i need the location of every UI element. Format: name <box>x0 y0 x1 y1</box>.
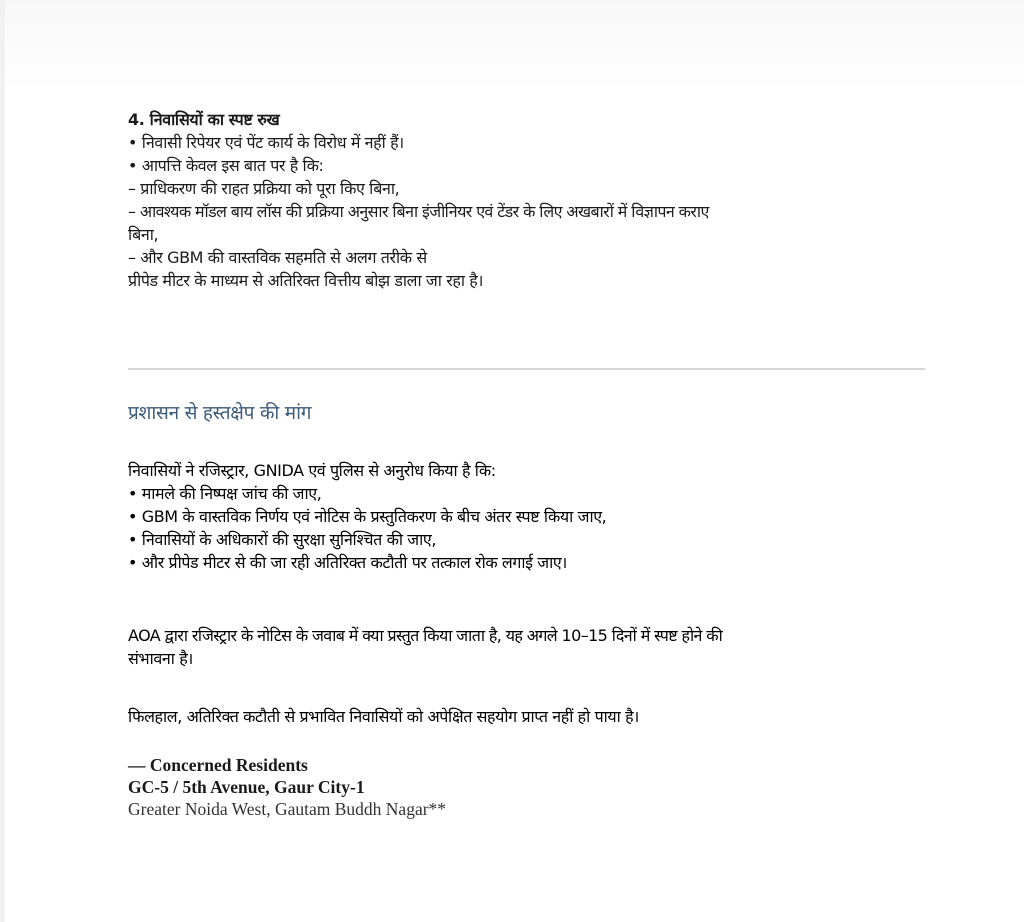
signature-block <box>128 754 446 820</box>
stance-line: – और GBM की वास्तविक सहमति से अलग तरीके से <box>128 248 427 267</box>
horizontal-divider <box>128 368 925 370</box>
aoa-response-paragraph <box>128 624 918 670</box>
left-edge-shadow <box>0 0 5 922</box>
stance-line: • आपत्ति केवल इस बात पर है कि: <box>128 156 324 175</box>
aoa-paragraph-line: संभावना है। <box>128 649 193 668</box>
demand-request-list <box>128 459 928 574</box>
stance-line: • निवासी रिपेयर एवं पेंट कार्य के विरोध में नहीं हैं। <box>128 133 404 152</box>
stance-line: – आवश्यक मॉडल बाय लॉस की प्रक्रिया अनुसार बिना इंजीनियर एवं टेंडर के लिए अखबारों में विज्ञापन कराए <box>128 202 709 221</box>
signature-address: GC-5 / 5th Avenue, Gaur City-1 <box>128 777 365 797</box>
top-fade-area <box>5 0 1024 90</box>
demand-intro: निवासियों ने रजिस्ट्रार, GNIDA एवं पुलिस से अनुरोध किया है कि: <box>128 461 496 480</box>
signature-location: Greater Noida West, Gautam Buddh Nagar** <box>128 799 447 819</box>
section-4-residents-stance <box>128 108 928 292</box>
demand-bullet: • मामले की निष्पक्ष जांच की जाए, <box>128 484 322 503</box>
status-paragraph-line: फिलहाल, अतिरिक्त कटौती से प्रभावित निवासियों को अपेक्षित सहयोग प्राप्त नहीं हो पाया है। <box>128 707 639 726</box>
stance-line: प्रीपेड मीटर के माध्यम से अतिरिक्त वित्तीय बोझ डाला जा रहा है। <box>128 271 484 290</box>
demand-bullet: • और प्रीपेड मीटर से की जा रही अतिरिक्त कटौती पर तत्काल रोक लगाई जाए। <box>128 553 567 572</box>
demand-bullet: • GBM के वास्तविक निर्णय एवं नोटिस के प्रस्तुतिकरण के बीच अंतर स्पष्ट किया जाए, <box>128 507 607 526</box>
stance-line: – प्राधिकरण की राहत प्रक्रिया को पूरा किए बिना, <box>128 179 400 198</box>
section-4-heading: 4. निवासियों का स्पष्ट रुख <box>128 110 280 129</box>
aoa-paragraph-line: AOA द्वारा रजिस्ट्रार के नोटिस के जवाब में क्या प्रस्तुत किया जाता है, यह अगले 10–15 दिनों में स्पष्ट होने की <box>128 626 723 645</box>
demand-bullet: • निवासियों के अधिकारों की सुरक्षा सुनिश्चित की जाए, <box>128 530 437 549</box>
demand-section-heading: प्रशासन से हस्तक्षेप की मांग <box>128 402 312 424</box>
stance-line: बिना, <box>128 225 159 244</box>
current-status-paragraph <box>128 705 918 728</box>
signature-name: — Concerned Residents <box>128 755 308 775</box>
